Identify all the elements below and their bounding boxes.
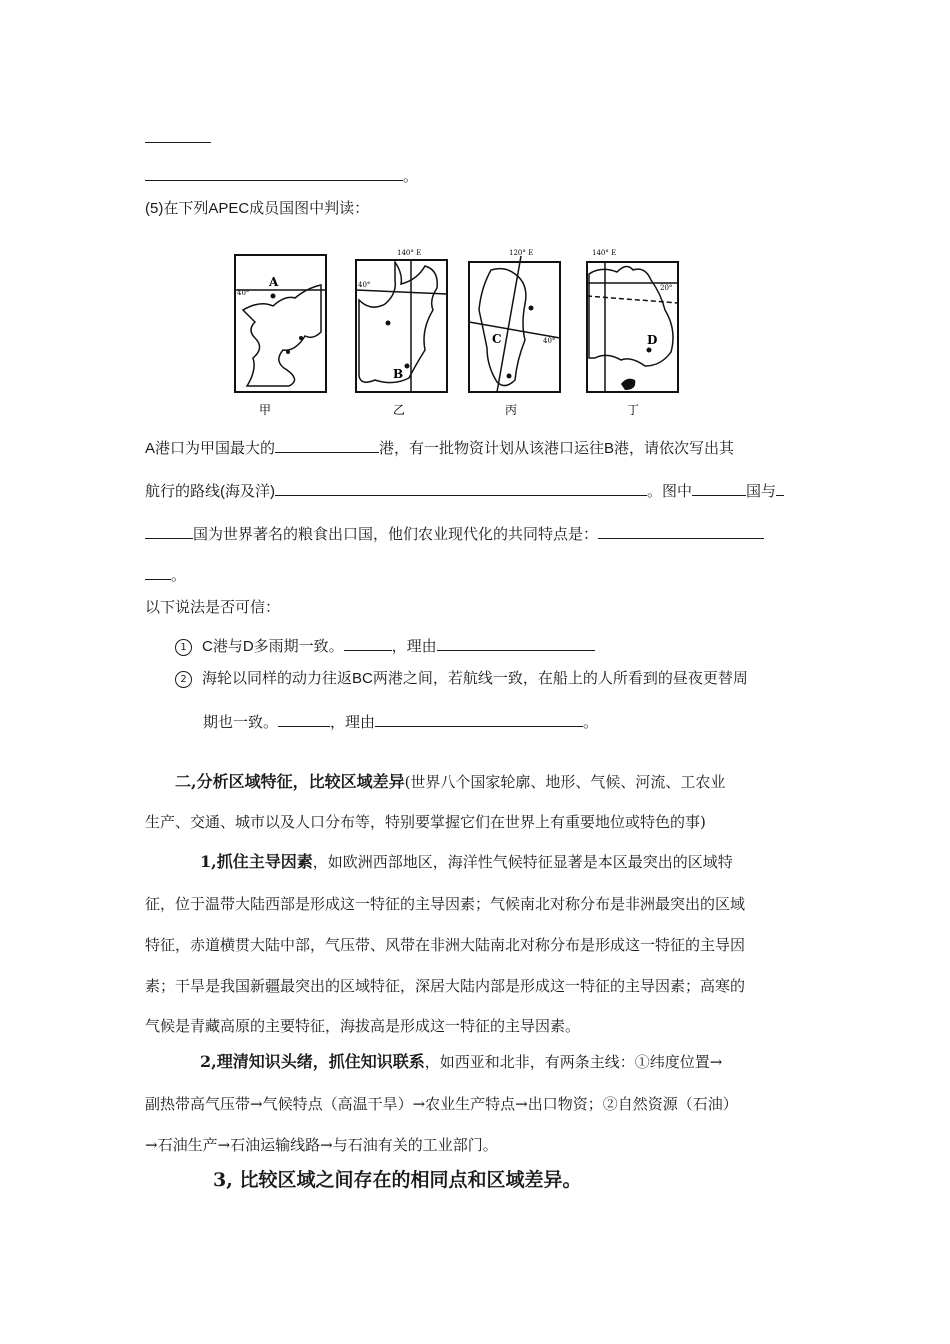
map-bing	[469, 249, 560, 417]
map-bing-label: 丙	[505, 403, 518, 417]
answer-blank-country-1[interactable]	[692, 479, 746, 496]
circled-number-1: 1	[175, 639, 192, 656]
answer-blank-port-name[interactable]	[275, 436, 379, 453]
answer-blank-s2-judgement[interactable]	[278, 710, 330, 727]
answer-blank-s2-reason[interactable]	[375, 710, 583, 727]
s1-line-3: 特征，赤道横贯大陆中部，气压带、风带在非洲大陆南北对称分布是形成这一特征的主导因	[145, 936, 746, 954]
question-5-title: (5)在下列APEC成员国图中判读：	[145, 200, 370, 217]
answer-blank-top-long[interactable]	[145, 164, 403, 181]
q5-line-2: 航行的路线(海及洋) 。图中 国与	[145, 479, 784, 502]
apec-maps-figure	[225, 240, 690, 420]
answer-blank-route[interactable]	[275, 479, 647, 496]
map-bing-marker: C	[492, 332, 502, 346]
map-ding-marker: D	[647, 333, 658, 347]
answer-line-top	[145, 164, 418, 186]
circled-number-2: 2	[175, 671, 192, 688]
answer-blank-country-2b[interactable]	[145, 522, 193, 539]
map-jia-marker: A	[269, 275, 279, 289]
map-yi-marker: B	[393, 367, 404, 381]
map-jia	[235, 255, 326, 417]
map-yi-lat-label: 40°	[358, 281, 371, 289]
q5-line-3: 国为世界著名的粮食出口国，他们农业现代化的共同特点是：	[145, 522, 764, 545]
answer-blank-s1-judgement[interactable]	[344, 634, 392, 651]
section-2-title: 二,分析区域特征，比较区域差异	[175, 772, 405, 791]
s2-line-1: 2,理清知识头绪，抓住知识联系，如西亚和北非，有两条主线：①纬度位置→	[200, 1052, 723, 1071]
answer-blank-country-2a[interactable]	[776, 479, 784, 496]
section-2-line-2: 生产、交通、城市以及人口分布等，特别要掌握它们在世界上有重要地位或特色的事)	[145, 813, 706, 831]
statement-2: 2 海轮以同样的动力往返BC两港之间，若航线一致，在船上的人所看到的昼夜更替周	[175, 669, 748, 689]
statement-1: 1 C港与D多雨期一致。 ，理由	[175, 634, 595, 657]
map-jia-lat-label: 40°	[237, 289, 250, 297]
answer-blank-s1-reason[interactable]	[437, 634, 595, 651]
map-ding-label: 丁	[627, 403, 640, 417]
s1-line-2: 征，位于温带大陆西部是形成这一特征的主导因素；气候南北对称分布是非洲最突出的区域	[145, 895, 746, 913]
map-bing-lat-label: 40°	[543, 337, 556, 345]
section-2-line-1: 二,分析区域特征，比较区域差异(世界八个国家轮廓、地形、气候、河流、工农业	[175, 772, 726, 791]
map-ding	[587, 249, 678, 417]
map-yi-label: 乙	[393, 403, 406, 417]
map-bing-lon-label: 120° E	[509, 249, 534, 257]
answer-blank-top-short[interactable]	[145, 142, 211, 143]
answer-blank-features-a[interactable]	[598, 522, 764, 539]
s1-line-5: 气候是青藏高原的主要特征，海拔高是形成这一特征的主导因素。	[145, 1017, 581, 1035]
map-ding-lat-label: 20°	[660, 284, 673, 292]
s2-title: 2,理清知识头绪，抓住知识联系	[200, 1052, 425, 1071]
s2-line-2: 副热带高气压带→气候特点（高温干旱）→农业生产特点→出口物资；②自然资源（石油）	[145, 1095, 738, 1113]
credibility-intro: 以下说法是否可信：	[145, 599, 281, 616]
s1-line-4: 素；干旱是我国新疆最突出的区域特征，深居大陆内部是形成这一特征的主导因素；高寒的	[145, 977, 746, 995]
s2-line-3: →石油生产→石油运输线路→与石油有关的工业部门。	[145, 1136, 498, 1154]
statement-2-cont: 期也一致。 ，理由 。	[203, 710, 598, 733]
s3-title: 3, 比较区域之间存在的相同点和区域差异。	[213, 1169, 582, 1191]
map-jia-label: 甲	[259, 403, 272, 417]
period: 。	[403, 167, 419, 185]
q5-line-4: 。	[145, 563, 186, 586]
s1-line-1: 1,抓住主导因素，如欧洲西部地区，海洋性气候特征显著是本区最突出的区域特	[200, 852, 733, 871]
answer-blank-features-b[interactable]	[145, 563, 171, 580]
s1-title: 1,抓住主导因素	[200, 852, 313, 871]
q5-line-1: A港口为甲国最大的 港，有一批物资计划从该港口运往B港，请依次写出其	[145, 436, 734, 459]
map-yi	[356, 249, 447, 417]
map-ding-lon-label: 140° E	[592, 249, 617, 257]
map-yi-lon-label: 140° E	[397, 249, 422, 257]
